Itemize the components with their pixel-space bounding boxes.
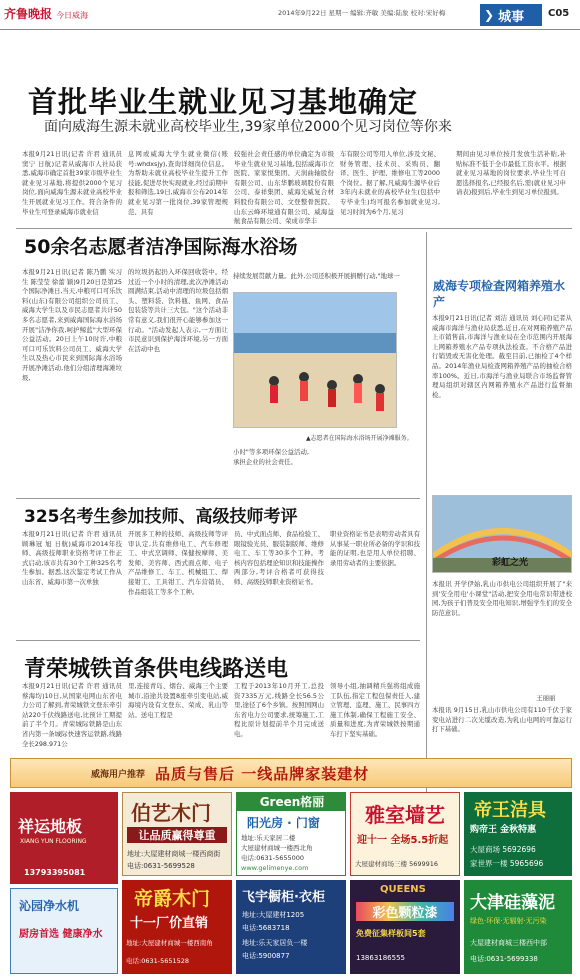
ad-slogan: 让品质赢得尊重 (127, 827, 227, 843)
ad-brand: 雅室墙艺 (365, 803, 445, 827)
ad-diwang[interactable] (464, 792, 572, 876)
ad-line1: 大屋商场 5692696 (470, 845, 536, 854)
bookmark-icon: ❯ (484, 8, 495, 22)
story2-col4: 小时"等多项环保公益活动,承担企业的社会责任。 (233, 448, 309, 466)
ad-tag: 厨房首选 健康净水 (19, 929, 103, 940)
headline-story1: 首批毕业生就业见习基地确定 (28, 85, 419, 119)
newspaper-logo (4, 5, 88, 22)
ad-banner (10, 758, 572, 788)
sidebar-body: 本报9月21日讯(记者 刘洁 通讯员 刘心同)记者从威海市海洋与渔业局获悉,近日,在对网箱养殖产品上市销售前,市海洋与渔业局在全市范围内开展海上网箱养殖水产品专项执法检查。不合格产品进行销毁或无害化处理。截至目前,已抽检了4个样品。2014年渔业局检查网箱养殖产品的抽检合格率100%。近日,市海洋与渔业局联合市场监督管理局组织对辖区内网箱养殖水产品进行监督抽检。 (432, 314, 572, 399)
ad-brand: QUEENS (380, 884, 426, 895)
ad-address: 地址:大屋建材商城一楼西商街 (127, 850, 221, 858)
beach-cleanup-photo (233, 292, 397, 428)
subhead-story1: 面向威海生源未就业高校毕业生,39家单位2000个见习岗位等你来 (44, 119, 452, 135)
page-number: C05 (548, 8, 570, 19)
story4-col3: 工程于2013年10月开工,总投资7335万元,线路全长56.5公里,途径了6个乡镇。按照国网山东省电力公司要求,统筹施工,工程比原计划提前半个月完成送电。 (234, 682, 324, 738)
story1-col2: 息网或威海大学生就业微信(账号:whdxsjy),查询详细岗位信息。为帮助未就业高校毕业生提升工作技能,促进尽快实现就业,经过前期申报和筛选,19日,威海市公布2014年就业见习第一批岗位,39家管理规范、具有 (128, 150, 228, 216)
story1-col3: 较强社会责任感的单位确定为市级毕业生就业见习基地,包括威海市立医院、家家悦集团、天润曲轴股份有限公司、山东华鹏玻璃股份有限公司、泰祥集团、威海光威复合材料股份有限公司、文登整骨医院、山东云峰环境通有限公司、威海益航食品有限公司、荣成市华丰 (234, 150, 334, 226)
ad-tag: 彩色颗粒漆 (356, 902, 454, 921)
story1-col1: 本报9月21日讯(记者 许君 通讯员 窦宁 日航)记者从威海市人社局获悉,威海市确定首批39家市级毕业生就业见习基地,将提供2000个见习岗位,面向威海生源未就业高校毕业生开展就业见习工作。符合条件的毕业生可登录威海市就业信 (22, 150, 122, 216)
section-label: 城事 (498, 9, 525, 25)
headline-story4: 青荣城铁首条供电线路送电 (24, 657, 289, 682)
ad-phone: 电话:0631-5699338 (470, 955, 538, 963)
divider (16, 498, 420, 499)
ad-brand: 沁园净水机 (19, 899, 80, 913)
section-tag (480, 4, 542, 26)
ad-promo: 迎十一 全场5.5折起 (357, 835, 449, 846)
rainbow-caption: 彩虹之光 (492, 558, 529, 568)
ad-brand: 祥运地板 (18, 817, 83, 836)
headline-story3: 325名考生参加技师、高级技师考评 (24, 507, 298, 527)
dateline: 2014年9月22日 星期一 编辑:齐敏 美编:陆象 校对:宋好梅 (278, 9, 446, 17)
masthead (0, 0, 580, 30)
logo-sub: 今日威海 (56, 11, 89, 20)
story2-col2: 的垃圾扔起扔入环保回收袋中。经过近一个小时的清理,此次净滩活动圆满结束,活动中清理的垃圾包括烟头、塑料袋、饮料瓶、鱼网、食品包装袋等共计三大包。"这个活动非常有意义,我们很开心能够参加这一行动。"活动发起人表示,一方面让市民意识到保护海洋环境,另一方面在活动中也 (128, 268, 228, 353)
ad-brand: 帝爵木门 (134, 888, 211, 910)
ad-qinyuan[interactable] (10, 888, 118, 974)
ad-phone: 电话:0631-5651528 (126, 957, 190, 965)
story3-col1: 本报9月21日讯(记者 许君 通讯员 顾琳冠 旭 日航)威海市2014年技师、高级技师职业资格考评工作正式启动,该市共有30个工种325名考生参加。据悉,这次鉴定考试工作从山东省、威海市第一次单独 (22, 530, 122, 586)
ad-feiyu[interactable] (236, 880, 346, 974)
ad-xiangyun[interactable] (10, 792, 118, 884)
story1-col4: 车有限公司等用人单位,涉及文秘、财务管理、技术员、采购员、翻译、医生、护理、维修电工等2000个岗位。据了解,凡威海生源毕业后3年内未就业的高校毕业生(包括中专毕业生)均可报名参加就业见习,见习时间为6个月,见习 (340, 150, 440, 216)
sidebar-author1: 王丽丽 (536, 694, 556, 702)
story4-col1: 本报9月21日讯(记者 许君 通讯员 蔡海均)10日,从国家电网山东省电力公司了解到,青荣城铁文登东牵引站220千伏线路送电,比预计工期提前了半个月。青荣城际铁路是山东省内第一条城际快速客运铁路,线路全长298.971公 (22, 682, 122, 748)
ad-promo: 十一厂价直销 (130, 916, 209, 931)
ad-banner-lead: 威海用户推荐 (91, 769, 146, 780)
ad-phone: 13863186555 (356, 954, 405, 962)
story3-col4: 职业资格证书是表明劳动者具有从事某一职业所必备的学识和技能的证明,也是用人单位招聘、录用劳动者的主要依据。 (330, 530, 420, 567)
sidebar-divider (426, 232, 427, 822)
ad-phone: 电话:0631-5655000 (241, 854, 305, 862)
story2-col1: 本报9月21日讯(记者 陈乃鹏 实习生 陈莹莹 徐蕾 颖)9月20日是第25个国际净滩日,当天,中粮可口可乐饮料(山东)有限公司组织公司员工、威海大学生以及市民志愿者共计50多名志愿者,来到威海国际海水浴场开展"洁净你我,呵护鲸蓝"大型环保公益活动。20日上午10时许,中粮可口可乐饮料公司员工、威海大学生以及热心市民来到国际海水浴场开展净滩活动,他们分组清理海滩垃圾, (22, 268, 122, 382)
story3-col2: 开展多工种的技师、高级技师等评审认定,共有维修电工、汽车修理工、中式烹调师、保健按摩师、美发师、美容师、西式面点师、电子产品维修工、车工、机械组工、焊接钳工、工具钳工、汽车营销员、作品组装工等多个工种。 (128, 530, 228, 596)
ad-tag: 购帝王 金秋特惠 (470, 825, 537, 835)
ad-brand: Green格丽 (237, 793, 346, 811)
ad-address2: 大屋建材商城一楼西北角 (241, 844, 313, 852)
ad-dajin[interactable] (464, 880, 572, 974)
logo-text: 齐鲁晚报 (4, 7, 53, 21)
sidebar-headline: 威海专项检查网箱养殖水产 (433, 279, 566, 309)
divider (16, 228, 572, 229)
ad-boyi[interactable] (122, 792, 232, 876)
ad-brand: 飞宇橱柜·衣柜 (242, 890, 325, 905)
ad-phone: 电话:5683718 (242, 924, 290, 932)
ad-brand: 大津硅藻泥 (470, 893, 555, 913)
sidebar-body2: 本报讯 开学伊始,乳山市供电公司组织开展了"来到'安全用电'小课堂"活动,把安全用电常识带进校园,为孩子们普及安全用电知识,增强学生们的安全防范意识。 (432, 580, 572, 617)
ad-address2: 地址:乐天家居负一楼 (242, 939, 308, 947)
story2-col3: 持续发展贯献力量。此外,公司还积极开展捐赠行动,"地球一 (233, 272, 400, 280)
ad-phone2: 电话:5900877 (242, 952, 290, 960)
ad-address: 大屋建材商场三楼 5699916 (355, 860, 439, 868)
ad-dijue[interactable] (122, 880, 232, 974)
sidebar-body3: 本报讯 9月15日,乳山市供电公司有110千伏于家变电站进行二次光缆改造,为乳山电网的可靠运行打下基础。 (432, 706, 572, 734)
ad-tag: 绿色·环保·无辐射·无污染 (470, 917, 547, 925)
ad-banner-slogan: 品质与售后 一线品牌家装建材 (155, 764, 370, 783)
ad-address: 大屋建材商城三楼西中部 (470, 939, 547, 947)
ad-brand: 帝王洁具 (474, 800, 546, 821)
headline-story2: 50余名志愿者洁净国际海水浴场 (24, 236, 298, 258)
ad-line2: 家世界一楼 5965696 (470, 859, 544, 868)
ad-brand-en: XIANG YUN FLOORING (20, 838, 87, 845)
photo-illustration (234, 293, 397, 428)
story3-col3: 员、中式面点师、食品检验工、眼镜验光员、服装制版师、维修电工、车工等30多个工种。考核内容包括理论知识和技能操作两部分,考评合格者可获得技师、高级技师职业资格证书。 (234, 530, 324, 586)
ad-brand: 伯艺木门 (131, 801, 211, 825)
ad-promo: 免费征集样板间5套 (356, 929, 426, 938)
ad-phone: 电话:0631-5699528 (127, 862, 195, 870)
ad-address: 地址:大屋建材1205 (242, 911, 305, 919)
ad-tag: 阳光房 · 门窗 (247, 816, 320, 830)
story4-col4: 领导小组,抽调精兵强将组成施工队伍,指定工程包保责任人,建立管理、监理、施工、民事四方施工体制,确保工程施工安全、质量和进度,为青荣城铁按期通车打下坚实基础。 (330, 682, 420, 738)
story4-col2: 里,连接青岛、烟台、威海三个主要城市,沿途共设置8座牵引变电站,威海境内设有文登东、荣成、乳山等站。送电工程是 (128, 682, 228, 719)
divider (16, 640, 420, 641)
ad-address: 地址:大屋建材商城一楼西南角 (126, 939, 213, 947)
ad-yashi[interactable] (350, 792, 460, 876)
ad-address: 地址:乐天家居二楼 (241, 834, 296, 842)
story1-col5: 期间由见习单位按月发放生活补贴,补贴标准不低于全市最低工资水平。根据就业见习基地的岗位要求,毕业生可自愿选择报名,已经报名后,需(就业见习申请表)报到后,毕业生到见习单位报到。 (456, 150, 566, 197)
ad-phone: 13793395081 (24, 868, 86, 877)
ad-green[interactable] (236, 792, 346, 876)
photo-caption: ▲志愿者在国际海水浴场开展净滩服务。 (306, 435, 413, 442)
ad-queens[interactable] (350, 880, 460, 974)
ad-website[interactable]: www.gelimenye.com (241, 864, 309, 872)
